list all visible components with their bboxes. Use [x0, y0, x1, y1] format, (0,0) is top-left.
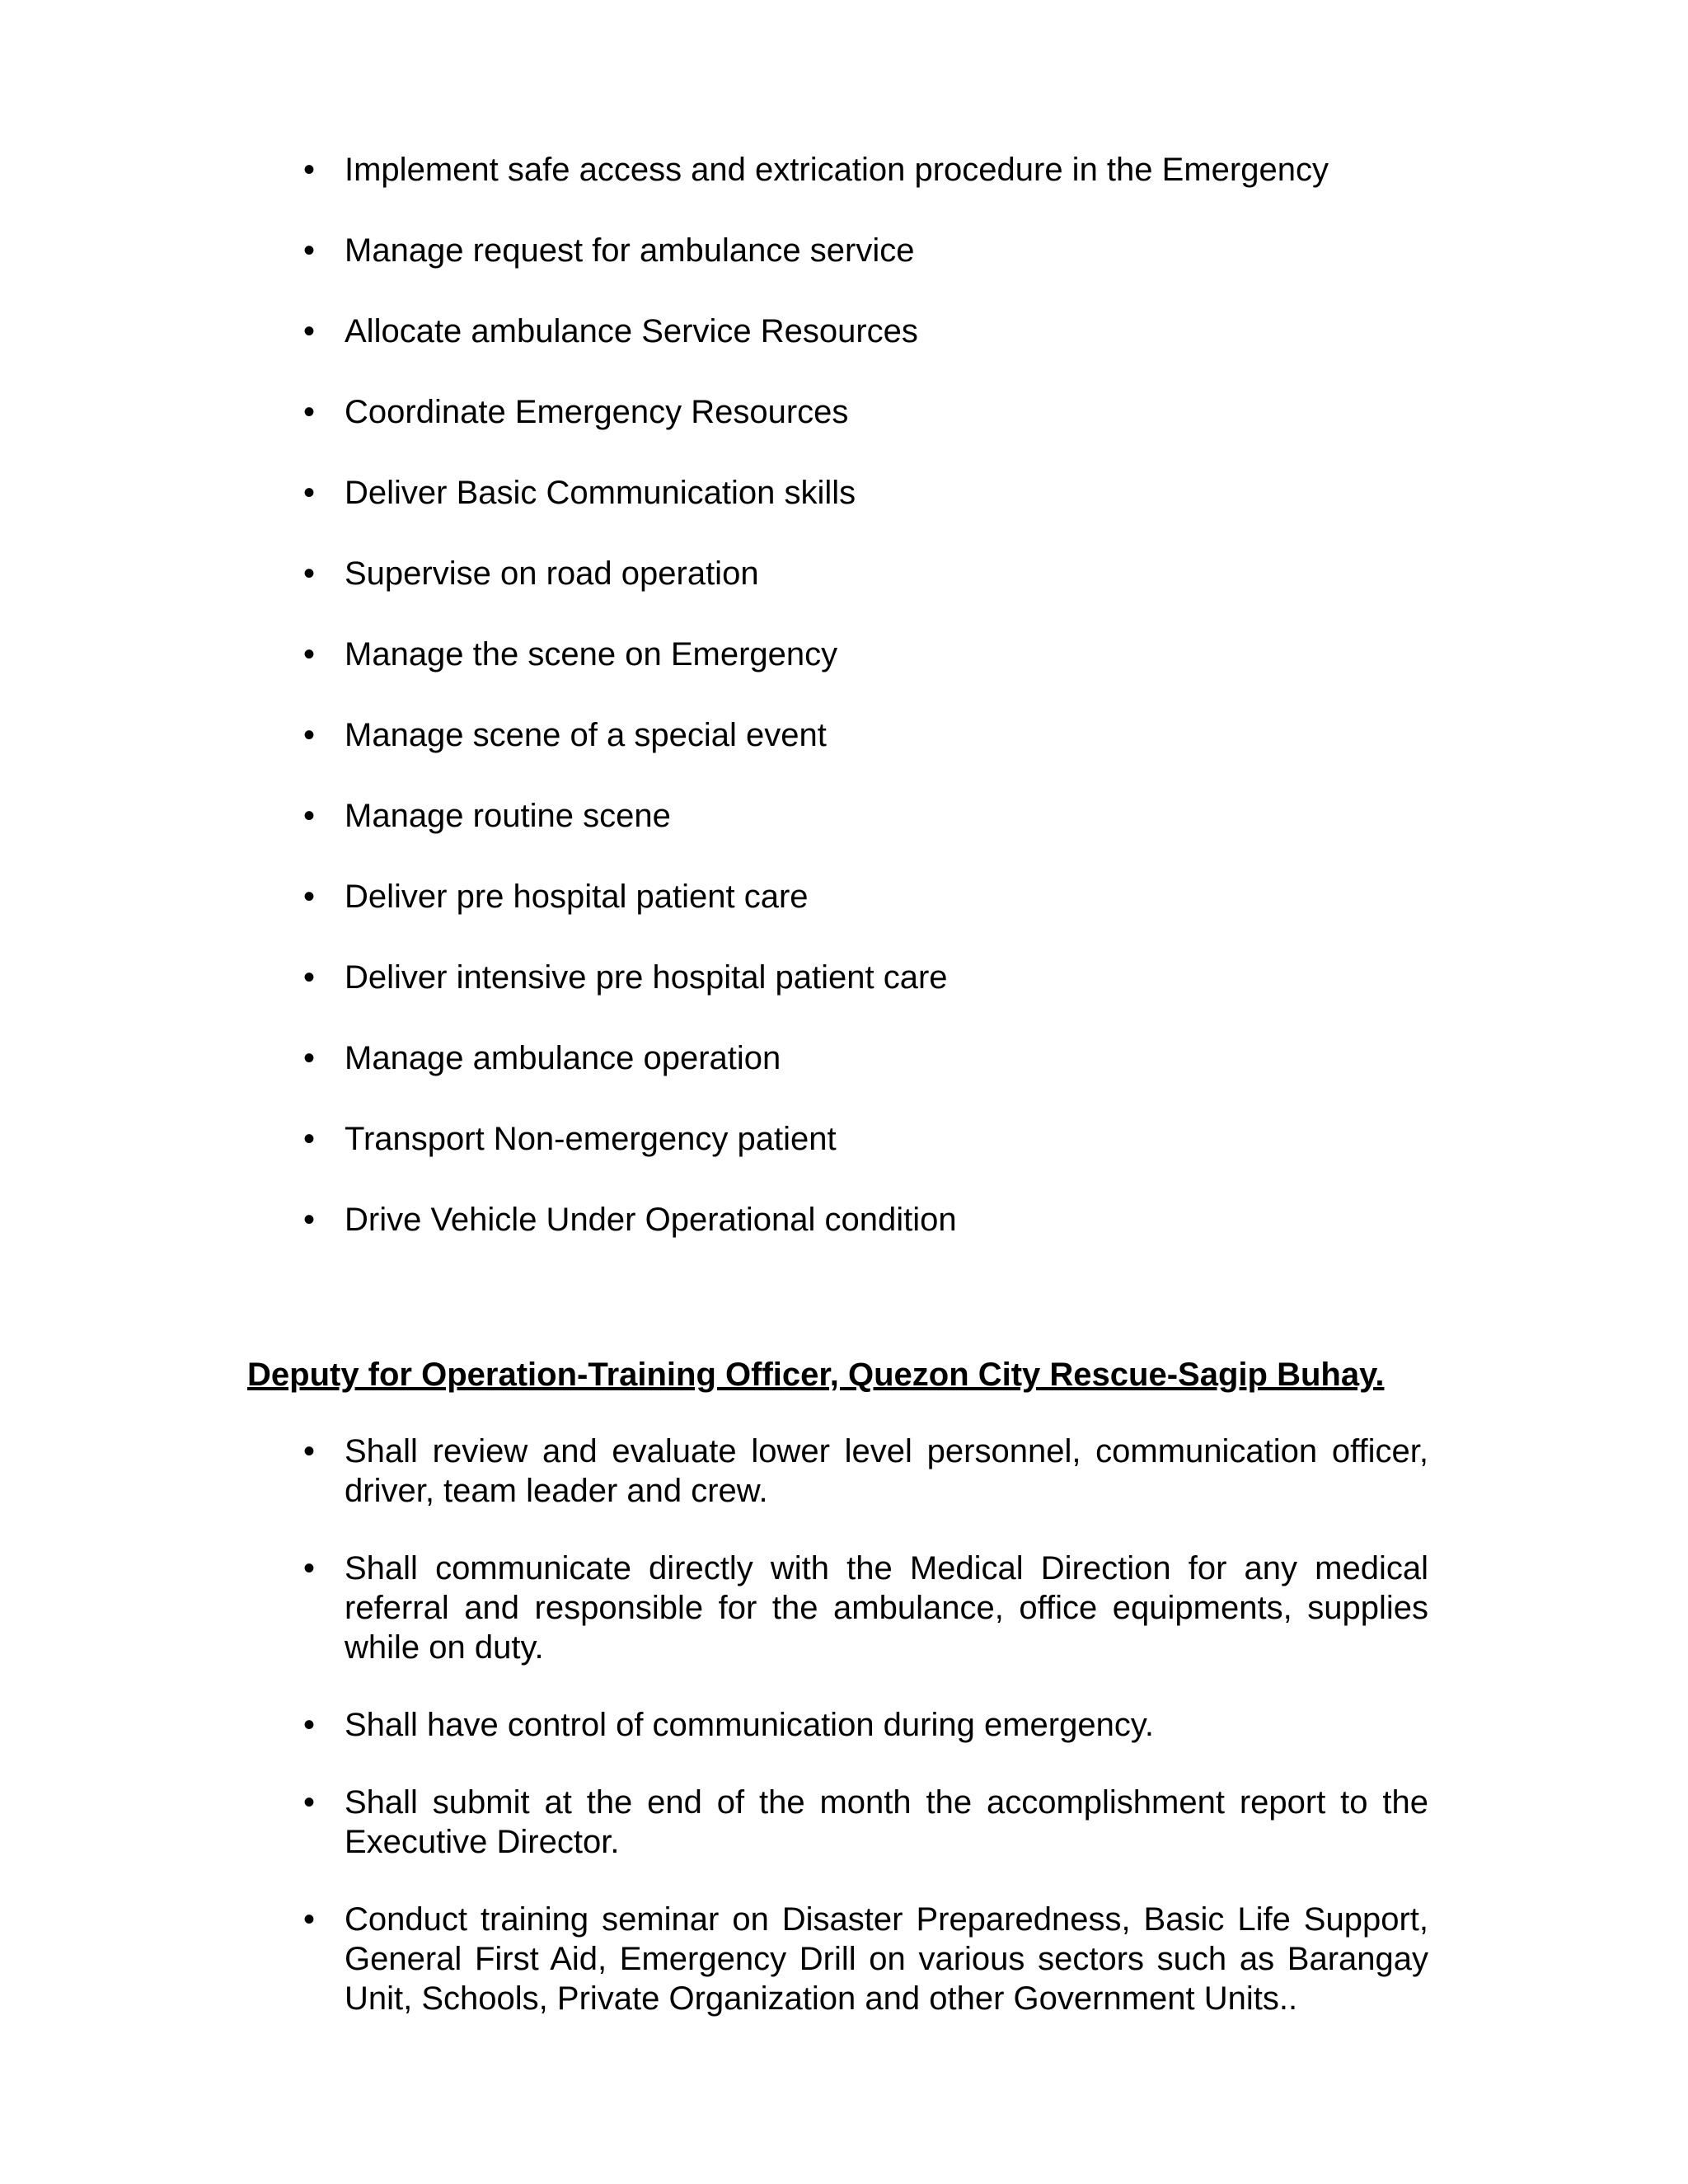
- list-item: [303, 796, 1432, 836]
- list-item: [303, 473, 1432, 513]
- list-item-text: Manage routine scene: [345, 798, 671, 834]
- bullet-icon: •: [303, 717, 316, 753]
- list-item-text: Shall review and evaluate lower level personnel, communication officer, driver, team leader and crew.: [345, 1433, 1428, 1509]
- bullet-icon: •: [303, 1901, 316, 1938]
- list-item-text: Manage ambulance operation: [345, 1040, 781, 1076]
- list-item: [303, 958, 1432, 997]
- list-item-text: Supervise on road operation: [345, 555, 759, 592]
- bullet-icon: •: [303, 1040, 316, 1076]
- list-item: [303, 150, 1432, 190]
- list-item: [303, 635, 1432, 674]
- list-item-text: Conduct training seminar on Disaster Preparedness, Basic Life Support, General First Aid, Emergency Drill on various sectors such as Barangay Unit, Schools, Private Organization and other Government Units..: [345, 1901, 1428, 2017]
- list-item-text: Implement safe access and extrication procedure in the Emergency: [345, 152, 1329, 188]
- list-item: [303, 1038, 1432, 1078]
- list-item-text: Drive Vehicle Under Operational condition: [345, 1202, 957, 1238]
- list-item-text: Shall communicate directly with the Medical Direction for any medical referral and responsible for the ambulance, office equipments, supplies while on duty.: [345, 1550, 1428, 1666]
- list-item: [303, 1705, 1428, 1745]
- list-item: [303, 1432, 1428, 1511]
- bullet-icon: •: [303, 1202, 316, 1238]
- bullet-icon: •: [303, 636, 316, 673]
- bullet-icon: •: [303, 1433, 316, 1469]
- list-item-text: Manage request for ambulance service: [345, 232, 915, 269]
- list-item-text: Shall have control of communication during emergency.: [345, 1707, 1154, 1743]
- bullet-icon: •: [303, 798, 316, 834]
- bullet-icon: •: [303, 959, 316, 996]
- list-item-text: Deliver Basic Communication skills: [345, 475, 856, 511]
- bullet-icon: •: [303, 1784, 316, 1821]
- bullet-icon: •: [303, 879, 316, 915]
- bullet-icon: •: [303, 475, 316, 511]
- responsibilities-list: [303, 1432, 1428, 2056]
- list-item: [303, 1119, 1432, 1159]
- list-item: [303, 312, 1432, 351]
- list-item: [303, 1549, 1428, 1667]
- list-item: [303, 231, 1432, 270]
- bullet-icon: •: [303, 1550, 316, 1586]
- list-item: [303, 1200, 1432, 1240]
- list-item-text: Manage scene of a special event: [345, 717, 827, 753]
- list-item-text: Deliver intensive pre hospital patient care: [345, 959, 948, 996]
- section-heading: Deputy for Operation-Training Officer, Quezon City Rescue-Sagip Buhay.: [247, 1357, 1385, 1393]
- bullet-icon: •: [303, 232, 316, 269]
- bullet-icon: •: [303, 394, 316, 430]
- duties-list: [303, 150, 1432, 1281]
- list-item: [303, 877, 1432, 916]
- bullet-icon: •: [303, 1707, 316, 1743]
- list-item-text: Allocate ambulance Service Resources: [345, 313, 918, 349]
- list-item: [303, 715, 1432, 755]
- bullet-icon: •: [303, 555, 316, 592]
- list-item: [303, 392, 1432, 432]
- bullet-icon: •: [303, 152, 316, 188]
- list-item: [303, 554, 1432, 593]
- list-item-text: Transport Non-emergency patient: [345, 1121, 837, 1157]
- list-item-text: Shall submit at the end of the month the accomplishment report to the Executive Director.: [345, 1784, 1428, 1860]
- list-item-text: Coordinate Emergency Resources: [345, 394, 849, 430]
- list-item: [303, 1783, 1428, 1862]
- bullet-icon: •: [303, 313, 316, 349]
- bullet-icon: •: [303, 1121, 316, 1157]
- list-item-text: Manage the scene on Emergency: [345, 636, 838, 673]
- list-item: [303, 1900, 1428, 2018]
- list-item-text: Deliver pre hospital patient care: [345, 879, 809, 915]
